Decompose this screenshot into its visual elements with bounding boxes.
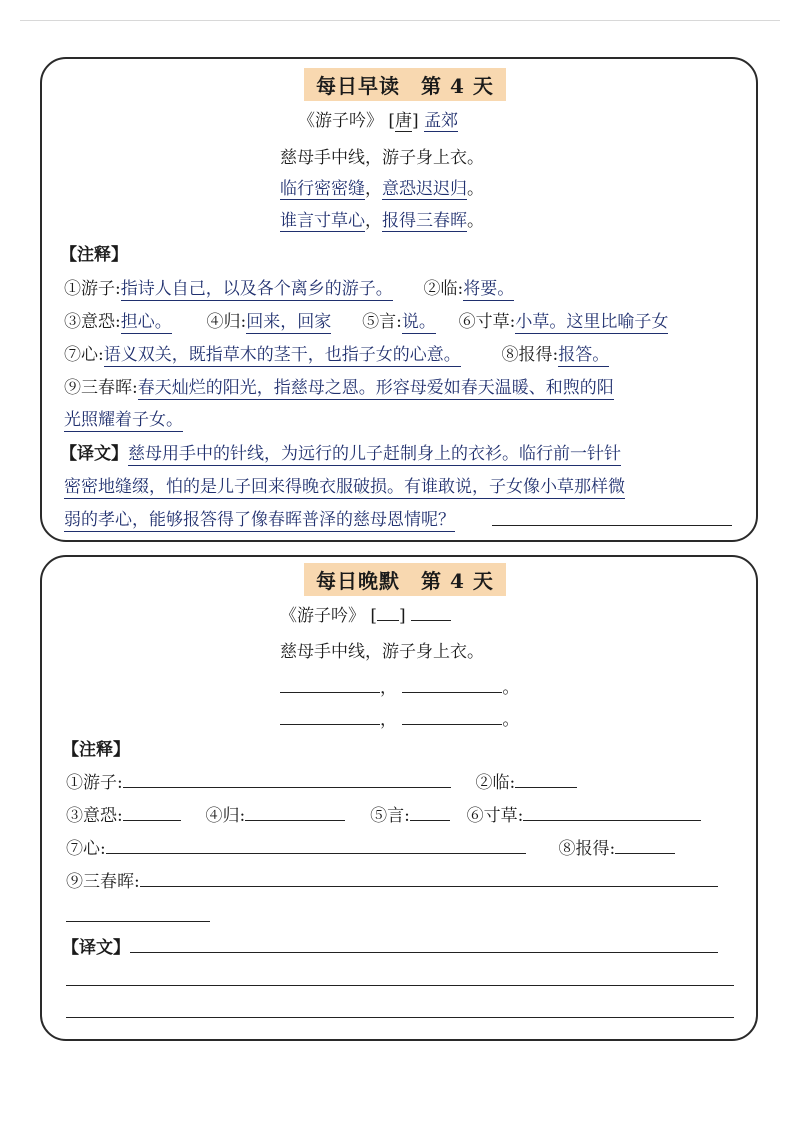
- blank-line-2b[interactable]: [402, 678, 502, 693]
- blank-cuncao[interactable]: [523, 806, 701, 821]
- blank-line-3a[interactable]: [280, 710, 380, 725]
- poem-title: 《游子吟》: [298, 111, 383, 131]
- morning-badge: 每日早读 第 4 天: [304, 68, 506, 101]
- blank-baode[interactable]: [615, 839, 675, 854]
- dictation-note-row-1: ①游子: ②临:: [66, 768, 577, 793]
- blank-sanchunhui[interactable]: [140, 872, 718, 887]
- blank-yikong[interactable]: [123, 806, 181, 821]
- evening-translation-row: 【译文】: [62, 933, 718, 958]
- morning-reading-card: [40, 57, 758, 542]
- blank-youzi[interactable]: [123, 773, 451, 788]
- dictation-line-3: ， 。: [280, 705, 519, 730]
- dictation-line-2: ， 。: [280, 673, 519, 698]
- note-row-3: ⑦心:语义双关，既指草木的茎干，也指子女的心意。 ⑧报得:报答。: [64, 345, 610, 365]
- blank-line-2a[interactable]: [280, 678, 380, 693]
- dictation-note-row-2: ③意恐: ④归: ⑤言: ⑥寸草:: [66, 801, 701, 826]
- blank-xin[interactable]: [106, 839, 526, 854]
- dictation-note-row-3: ⑦心: ⑧报得:: [66, 834, 675, 859]
- note-row-2: ③意恐:担心。 ④归:回来，回家 ⑤言:说。 ⑥寸草:小草。这里比喻子女: [64, 312, 669, 332]
- poem-author: 孟郊: [424, 111, 459, 131]
- blank-translation-3[interactable]: [66, 1017, 734, 1018]
- poem-dynasty: 唐: [395, 111, 413, 131]
- blank-sanchunhui-cont[interactable]: [66, 921, 210, 922]
- translation-row-3: 弱的孝心，能够报答得了像春晖普泽的慈母恩情呢？: [64, 510, 455, 530]
- note-row-5: 光照耀着子女。: [64, 410, 183, 430]
- blank-translation-1[interactable]: [130, 938, 718, 953]
- top-divider: [20, 20, 780, 21]
- blank-lin[interactable]: [515, 773, 577, 788]
- verse-line-2: 临行密密缝，意恐迟迟归。: [280, 179, 484, 199]
- dynasty-blank[interactable]: [377, 606, 399, 621]
- blank-translation-2[interactable]: [66, 985, 734, 986]
- evening-dictation-card: [40, 555, 758, 1041]
- translation-row-2: 密密地缝缀，怕的是儿子回来得晚衣服破损。有谁敢说，子女像小草那样微: [64, 477, 625, 497]
- evening-first-line: 慈母手中线，游子身上衣。: [280, 642, 484, 662]
- notes-heading: 【注释】: [60, 245, 128, 265]
- note-row-4: ⑨三春晖:春天灿烂的阳光，指慈母之恩。形容母爱如春天温暖、和煦的阳: [64, 378, 614, 398]
- evening-title-row: 《游子吟》 [ ]: [280, 601, 451, 626]
- verse-line-3: 谁言寸草心，报得三春晖。: [280, 211, 484, 231]
- translation-tail-line: [492, 525, 732, 526]
- poem-title-row: 《游子吟》 [唐] 孟郊: [298, 111, 459, 131]
- translation-row-1: 【译文】慈母用手中的针线，为远行的儿子赶制身上的衣衫。临行前一针针: [60, 444, 621, 464]
- blank-line-3b[interactable]: [402, 710, 502, 725]
- evening-badge: 每日晚默 第 4 天: [304, 563, 506, 596]
- dictation-note-row-4: ⑨三春晖:: [66, 867, 718, 892]
- note-row-1: ①游子:指诗人自己，以及各个离乡的游子。 ②临:将要。: [64, 279, 515, 299]
- blank-gui[interactable]: [245, 806, 345, 821]
- verse-line-1: 慈母手中线，游子身上衣。: [280, 148, 484, 168]
- evening-notes-heading: 【注释】: [62, 740, 130, 760]
- blank-yan[interactable]: [410, 806, 450, 821]
- author-blank[interactable]: [411, 606, 451, 621]
